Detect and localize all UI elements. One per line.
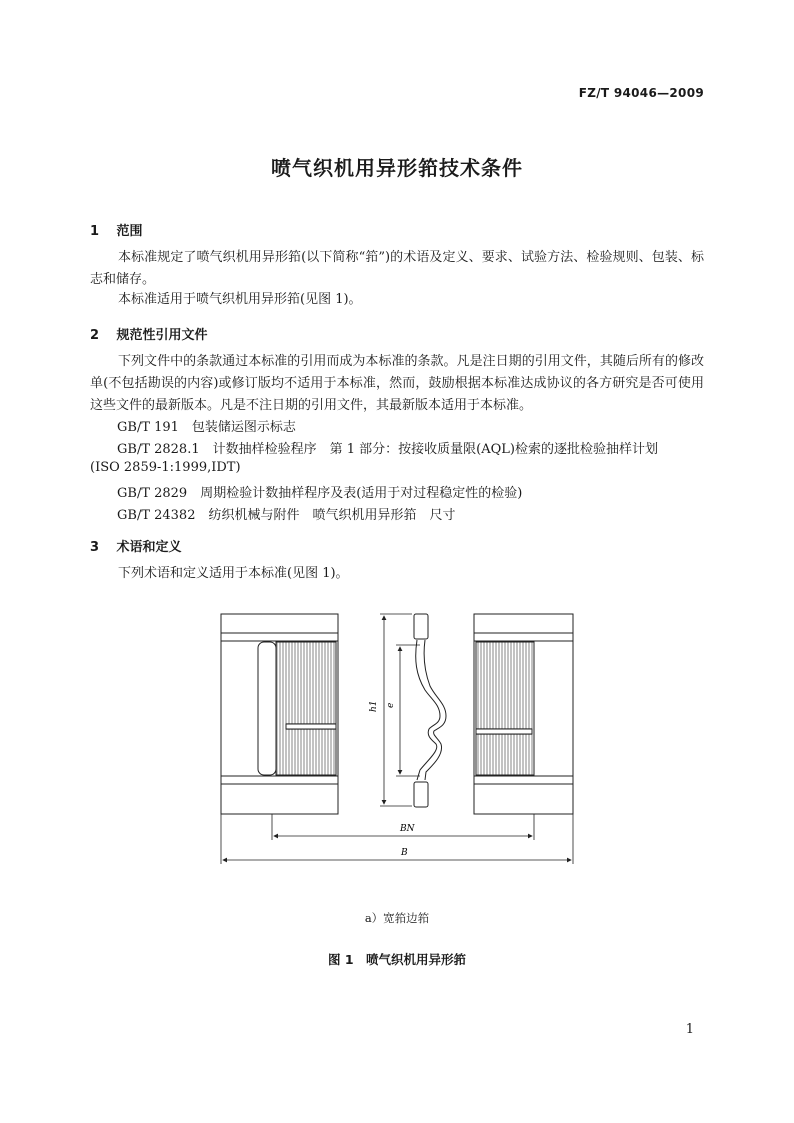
label-bn: BN: [400, 824, 415, 834]
reference-gbt2828-1: GB/T 2828.1 计数抽样检验程序 第 1 部分：按接收质量限(AQL)检索的逐批检验抽样计划: [117, 442, 658, 457]
section-title: 规范性引用文件: [116, 328, 208, 343]
section-number: 3: [90, 540, 100, 555]
reference-gbt2829: GB/T 2829 周期检验计数抽样程序及表(适用于对过程稳定性的检验): [117, 486, 523, 501]
dimension-h1: [380, 614, 412, 806]
reed-front-view-left: [221, 614, 338, 814]
section-1-paragraph-1: 本标准规定了喷气织机用异形筘(以下简称“筘”)的术语及定义、要求、试验方法、检验规则、包装、标志和储存。: [90, 250, 704, 287]
reference-gbt2828-1-continued: (ISO 2859-1:1999,IDT): [90, 460, 241, 475]
section-2-paragraph-1: 下列文件中的条款通过本标准的引用而成为本标准的条款。凡是注日期的引用文件，其随后所有的修改单(不包括勘误的内容)或修订版均不适用于本标准，然而，鼓励根据本标准达成协议的各方研究是否可使用这些文件的最新版本。凡是不注日期的引用文件，其最新版本适用于本标准。: [90, 354, 704, 413]
section-1-paragraph-2: 本标准适用于喷气织机用异形筘(见图 1)。: [118, 292, 362, 307]
document-title: 喷气织机用异形筘技术条件: [271, 156, 523, 180]
standard-code: FZ/T 94046—2009: [578, 86, 704, 100]
section-number: 1: [90, 224, 100, 239]
figure-caption: 图 1 喷气织机用异形筘: [327, 952, 467, 967]
reference-gbt24382: GB/T 24382 纺织机械与附件 喷气织机用异形筘 尺寸: [117, 508, 456, 523]
section-title: 范围: [116, 224, 143, 239]
reference-gbt191: GB/T 191 包装储运图示标志: [117, 420, 296, 435]
reed-front-view-right: [474, 614, 573, 814]
label-h1: h1: [369, 700, 379, 712]
section-title: 术语和定义: [116, 540, 182, 555]
dimension-b: [221, 814, 573, 864]
figure-subcaption: a）宽筘边筘: [364, 911, 430, 925]
reed-profile-view: [414, 614, 446, 807]
page-number: 1: [685, 1022, 694, 1037]
section-3-paragraph-1: 下列术语和定义适用于本标准(见图 1)。: [118, 566, 349, 581]
label-b: B: [401, 848, 408, 858]
label-e: e: [386, 702, 396, 708]
section-number: 2: [90, 328, 100, 343]
